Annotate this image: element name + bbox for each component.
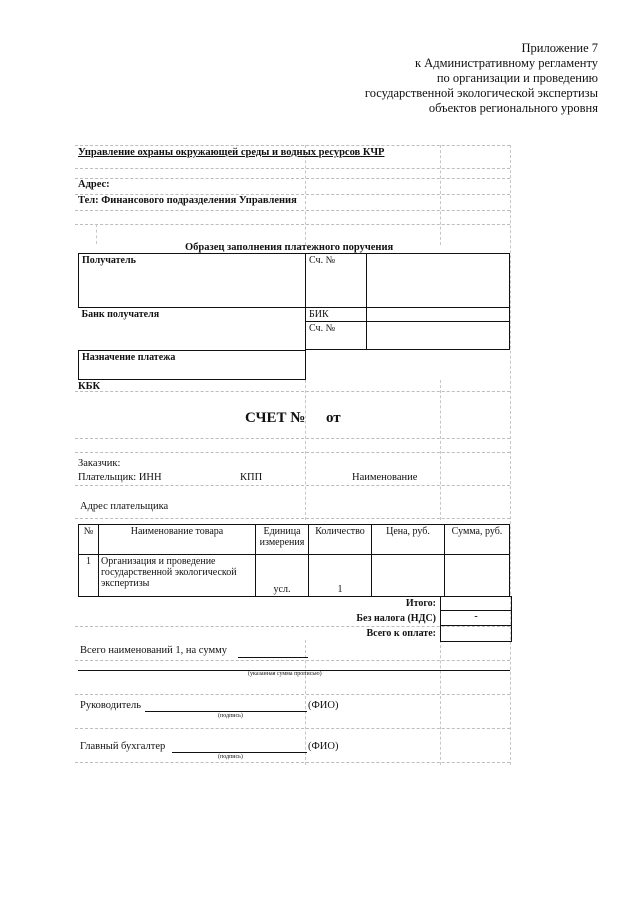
col-header-num: № <box>79 525 99 555</box>
grid-line-vertical <box>96 224 97 244</box>
row-num: 1 <box>79 555 99 597</box>
purpose-box <box>78 350 306 380</box>
account1-cell <box>306 254 367 308</box>
bik-cell <box>306 308 367 322</box>
grid-line <box>75 694 510 695</box>
row-qty: 1 <box>309 555 372 597</box>
appendix-line-4: государственной экологической экспертизы <box>364 86 598 100</box>
account1-value <box>367 254 510 308</box>
totals-box <box>440 596 512 642</box>
account2-value <box>367 322 510 350</box>
vat-label: Без налога (НДС) <box>356 613 436 624</box>
amount-short-line <box>238 657 308 658</box>
accountant-fio: (ФИО) <box>308 741 339 752</box>
grid-line <box>75 224 510 225</box>
col-header-sum: Сумма, руб. <box>445 525 510 555</box>
grid-line <box>75 391 510 392</box>
payer-inn-label: Плательщик: ИНН <box>78 472 162 483</box>
head-caption: (подпись) <box>218 713 243 719</box>
name-label: Наименование <box>352 472 418 483</box>
bik-label: БИК <box>309 309 329 320</box>
payer-address-label: Адрес плательщика <box>80 501 169 512</box>
row-name: Организация и проведение государственной экологической экспертизы <box>99 555 256 597</box>
table-row <box>79 555 510 597</box>
col-header-unit: Единица измерения <box>256 525 309 555</box>
appendix-line-2: к Административному регламенту <box>414 56 598 70</box>
totals-box-divider <box>441 625 511 626</box>
bik-value <box>367 308 510 322</box>
head-label: Руководитель <box>80 700 141 711</box>
grid-line-vertical <box>440 145 441 245</box>
org-name: Управление охраны окружающей среды и водных ресурсов КЧР <box>78 147 385 158</box>
grid-line-vertical <box>305 380 306 520</box>
amount-caption: (указанная сумма прописью) <box>248 671 322 677</box>
grid-line <box>75 210 510 211</box>
accountant-label: Главный бухгалтер <box>80 741 166 752</box>
items-table <box>78 524 510 597</box>
grid-line <box>75 518 510 519</box>
appendix-header <box>365 41 598 116</box>
payment-sample-table <box>78 253 510 350</box>
purpose-label: Назначение платежа <box>82 352 176 363</box>
invoice-title-date: от <box>326 410 341 426</box>
customer-label: Заказчик: <box>78 458 121 469</box>
head-fio: (ФИО) <box>308 700 339 711</box>
col-header-qty: Количество <box>309 525 372 555</box>
org-phone-label: Тел: Финансового подразделения Управления <box>78 195 297 206</box>
account2-cell <box>306 322 367 350</box>
bank-cell <box>79 308 306 350</box>
account2-label: Сч. № <box>309 323 336 334</box>
count-text: Всего наименований 1, на сумму <box>80 645 227 656</box>
grid-line-vertical <box>440 380 441 520</box>
org-address-label: Адрес: <box>78 179 110 190</box>
col-header-price: Цена, руб. <box>372 525 445 555</box>
head-signature-line <box>145 711 307 712</box>
grid-line-vertical <box>510 145 511 765</box>
col-header-name: Наименование товара <box>99 525 256 555</box>
grid-line <box>75 168 510 169</box>
recipient-cell <box>79 254 306 308</box>
grid-line <box>75 485 510 486</box>
grid-line <box>75 145 510 146</box>
vat-value: - <box>474 611 478 622</box>
total-label: Итого: <box>405 598 436 609</box>
invoice-title-number: СЧЕТ № <box>245 410 306 426</box>
appendix-number: Приложение 7 <box>521 41 598 55</box>
appendix-line-3: по организации и проведению <box>436 71 598 85</box>
grid-line-vertical <box>305 640 306 765</box>
recipient-label: Получатель <box>82 255 136 266</box>
row-sum <box>445 555 510 597</box>
row-price <box>372 555 445 597</box>
grid-line <box>75 438 510 439</box>
grid-line <box>75 452 510 453</box>
bank-label: Банк получателя <box>81 309 160 320</box>
grid-line-vertical <box>440 640 441 765</box>
grid-line-vertical <box>305 145 306 245</box>
grid-line <box>75 762 510 763</box>
payable-label: Всего к оплате: <box>366 628 436 639</box>
grid-line <box>75 178 510 179</box>
appendix-line-5: объектов регионального уровня <box>428 101 598 115</box>
grid-line <box>75 728 510 729</box>
payment-sample-title: Образец заполнения платежного поручения <box>185 242 394 253</box>
accountant-signature-line <box>172 752 307 753</box>
grid-line <box>75 660 510 661</box>
account1-label: Сч. № <box>309 255 336 266</box>
kbk-label: КБК <box>78 381 101 392</box>
kpp-label: КПП <box>240 472 263 483</box>
items-header-row <box>79 525 510 555</box>
accountant-caption: (подпись) <box>218 754 243 760</box>
row-unit: усл. <box>256 555 309 597</box>
